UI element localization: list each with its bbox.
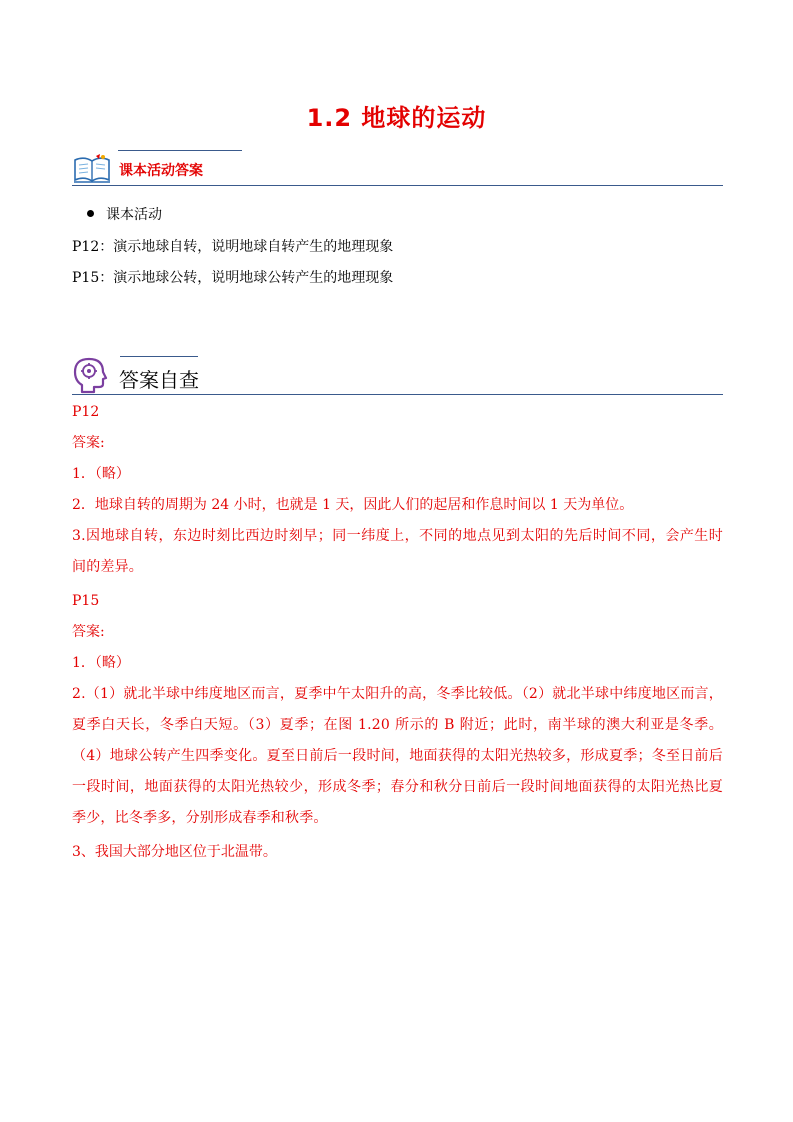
header-rule xyxy=(72,394,723,395)
header-short-rule xyxy=(120,356,198,357)
p12-answer-2: 2．地球自转的周期为 24 小时，也就是 1 天，因此人们的起居和作息时间以 1 天为单位。 xyxy=(72,497,634,513)
p15-answer-3: 3、我国大部分地区位于北温带。 xyxy=(72,844,277,860)
page-title: 1.2 地球的运动 xyxy=(306,104,487,132)
p15-answer-2: 2.（1）就北半球中纬度地区而言，夏季中午太阳升的高，冬季比较低。（2）就北半球中纬度地区而言，夏季白天长，冬季白天短。（3）夏季；在图 1.20 所示的 B 附近；此时，南半球的澳大利亚是冬季。（4）地球公转产生四季变化。夏至日前后一段时间，地面获得的太阳光热较多，形成夏季；冬至日前后一段时间，地面获得的太阳光热较少，形成冬季；春分和秋分日前后一段时间地面获得的太阳光热比夏季少，比冬季多，分别形成春季和秋季。 xyxy=(72,686,723,826)
p15-answer-label: 答案: xyxy=(72,624,105,640)
bullet-item xyxy=(72,205,162,225)
head-brain-icon xyxy=(72,356,108,394)
section-header-textbook-activity xyxy=(72,148,723,188)
header-short-rule xyxy=(118,150,242,151)
header-rule xyxy=(72,185,723,186)
p12-answer-label: 答案: xyxy=(72,435,105,451)
p12-answer-1: 1．（略） xyxy=(72,466,130,482)
activity-item-p12: P12：演示地球自转，说明地球自转产生的地理现象 xyxy=(72,239,394,255)
section-header-answer-check xyxy=(72,354,723,396)
bullet-dot xyxy=(87,210,94,217)
p15-answer-1: 1．（略） xyxy=(72,655,130,671)
bullet-text: 课本活动 xyxy=(106,207,162,223)
section-header-label: 答案自查 xyxy=(119,368,199,392)
activity-item-p15: P15：演示地球公转，说明地球公转产生的地理现象 xyxy=(72,270,394,286)
section-header-label: 课本活动答案 xyxy=(119,163,203,179)
p15-label: P15 xyxy=(72,593,100,609)
open-book-icon xyxy=(72,152,112,184)
p12-answer-3: 3.因地球自转，东边时刻比西边时刻早；同一纬度上，不同的地点见到太阳的先后时间不同，会产生时间的差异。 xyxy=(72,528,723,575)
p12-label: P12 xyxy=(72,404,100,420)
